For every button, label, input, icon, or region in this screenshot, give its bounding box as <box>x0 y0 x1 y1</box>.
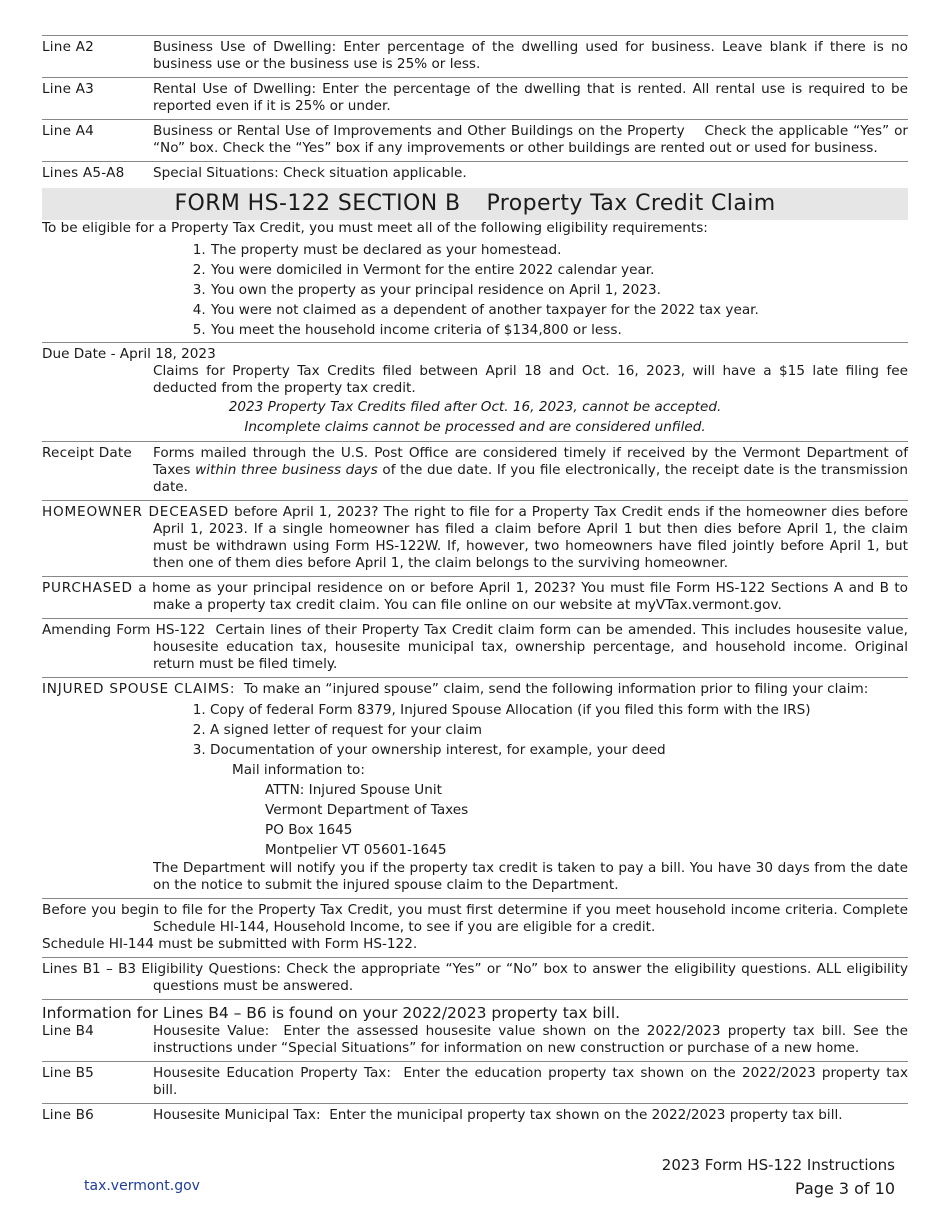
incomplete-claims-note: Incomplete claims cannot be processed and are considered unfiled. <box>244 419 706 435</box>
line-title: Housesite Municipal Tax: <box>153 1107 321 1123</box>
injured-closing: The Department will notify you if the property tax credit is taken to pay a bill. You have 30 days from the date on the notice to submit the injured spouse claim to the Department. <box>153 860 908 893</box>
line-text: Enter percentage of the dwelling used for business. Leave blank if there is no business use or the business use is 25% or less. <box>153 39 908 72</box>
injured-lead: INJURED SPOUSE CLAIMS: <box>42 681 236 697</box>
line-title: Housesite Education Property Tax: <box>153 1065 391 1081</box>
late-filing-note: 2023 Property Tax Credits filed after Oct. 16, 2023, cannot be accepted. <box>228 399 722 415</box>
requirement-item: 4. You were not claimed as a dependent of another taxpayer for the 2022 tax year. <box>210 300 908 320</box>
deceased-lead: HOMEOWNER DECEASED <box>42 504 230 520</box>
line-a2-row <box>42 35 908 77</box>
before-text: Before you begin to file for the Property Tax Credit, you must first determine if you meet household income criteria. Complete Schedule HI-144, Household Income, to see if you are eligible for a credit. <box>42 902 908 935</box>
requirement-item: 2. You were domiciled in Vermont for the entire 2022 calendar year. <box>210 260 908 280</box>
receipt-emphasis: within three business days <box>195 462 378 478</box>
receipt-date-label: Receipt Date <box>42 445 132 461</box>
line-title: Housesite Value: <box>153 1023 270 1039</box>
section-b-banner <box>42 188 908 220</box>
before-you-begin-block <box>42 898 908 957</box>
receipt-date-row <box>42 441 908 500</box>
injured-spouse-block <box>42 677 908 898</box>
requirement-item: 3. You own the property as your principal residence on April 1, 2023. <box>210 280 908 300</box>
line-label: Line A4 <box>42 123 94 139</box>
amending-lead: Amending Form HS-122 <box>42 622 206 638</box>
eligibility-requirements <box>42 240 908 340</box>
line-label: Line B6 <box>42 1107 95 1123</box>
injured-item: 3. Documentation of your ownership interest, for example, your deed <box>210 740 908 760</box>
footer-form-title: 2023 Form HS-122 Instructions <box>661 1156 895 1174</box>
line-a4-row <box>42 119 908 161</box>
info-b4-b6-block <box>42 999 908 1061</box>
banner-form-title: FORM HS-122 SECTION B <box>174 191 461 216</box>
website-link[interactable]: tax.vermont.gov <box>84 1178 200 1194</box>
deceased-text: before April 1, 2023? The right to file for a Property Tax Credit ends if the homeowner dies before April 1, 2023. If a single homeowner has filed a claim before April 1 but then dies before April 1, the claim must be withdrawn using Form HS-122W. If, however, two homeowners have filed jointly before April 1, but then one of them dies before April 1, the claim belongs to the surviving homeowner. <box>153 504 908 571</box>
address-line: PO Box 1645 <box>265 822 353 838</box>
line-text: Check situation applicable. <box>283 165 467 181</box>
purchased-text: a home as your principal residence on or before April 1, 2023? You must file Form HS-122 Sections A and B to make a property tax credit claim. You can file online on our website at myVTax.vermont.gov. <box>138 580 908 613</box>
page-content <box>42 35 908 1128</box>
due-date-text: Claims for Property Tax Credits filed between April 18 and Oct. 16, 2023, will have a $15 late filing fee deducted from the property tax credit. <box>153 363 908 396</box>
address-line: ATTN: Injured Spouse Unit <box>265 782 442 798</box>
info-b4-b6: Information for Lines B4 – B6 is found on your 2022/2023 property tax bill. <box>42 1004 621 1022</box>
line-b5-row <box>42 1061 908 1103</box>
line-title: Rental Use of Dwelling: <box>153 81 317 97</box>
purchased-lead: PURCHASED <box>42 580 133 596</box>
line-text: Enter the percentage of the dwelling that is rented. All rental use is required to be reported even if it is 25% or under. <box>153 81 908 114</box>
injured-spouse-list <box>42 700 908 760</box>
eligibility-questions-block <box>42 957 908 999</box>
amending-block <box>42 618 908 677</box>
line-title: Business Use of Dwelling: <box>153 39 337 55</box>
mail-label: Mail information to: <box>232 762 365 778</box>
line-text: Enter the municipal property tax shown on the 2022/2023 property tax bill. <box>329 1107 843 1123</box>
line-b6-row <box>42 1103 908 1128</box>
banner-claim-title: Property Tax Credit Claim <box>486 191 776 216</box>
purchased-block <box>42 576 908 618</box>
eligibility-text: Check the appropriate “Yes” or “No” box to answer the eligibility questions. ALL eligibility questions must be answered. <box>153 961 908 994</box>
line-label: Line B5 <box>42 1065 95 1081</box>
line-label: Lines A5-A8 <box>42 165 125 181</box>
receipt-text-end: of the due date. If you file electronically, the receipt date is the transmission date. <box>153 462 909 495</box>
line-label: Line A2 <box>42 39 94 55</box>
line-text: Enter the assessed housesite value shown on the 2022/2023 property tax bill. See the instructions under “Special Situations” for information on new construction or purchase of a new home. <box>153 1023 908 1056</box>
injured-item: 1. Copy of federal Form 8379, Injured Spouse Allocation (if you filed this form with the IRS) <box>210 700 908 720</box>
eligibility-lead: Lines B1 – B3 Eligibility Questions: <box>42 961 281 977</box>
homeowner-deceased-block <box>42 500 908 576</box>
address-line: Montpelier VT 05601-1645 <box>265 842 447 858</box>
injured-text: To make an “injured spouse” claim, send the following information prior to filing your claim: <box>243 681 869 697</box>
line-a3-row <box>42 77 908 119</box>
address-line: Vermont Department of Taxes <box>265 802 469 818</box>
line-b4-row <box>42 1023 908 1057</box>
line-title: Special Situations: <box>153 165 279 181</box>
injured-item: 2. A signed letter of request for your claim <box>210 720 908 740</box>
due-date-heading: Due Date - April 18, 2023 <box>42 346 216 362</box>
page-number: Page 3 of 10 <box>795 1179 895 1198</box>
schedule-note: Schedule HI-144 must be submitted with Form HS-122. <box>42 936 418 952</box>
due-date-block <box>42 342 908 441</box>
receipt-text: Forms mailed through the U.S. Post Office are considered timely if received by the Vermont Department of Taxes <box>153 445 908 478</box>
requirement-item: 1. The property must be declared as your homestead. <box>210 240 908 260</box>
line-label: Line B4 <box>42 1023 95 1039</box>
line-text: Enter the education property tax shown on the 2022/2023 property tax bill. <box>153 1065 908 1098</box>
page-footer <box>662 1154 895 1200</box>
eligibility-intro: To be eligible for a Property Tax Credit, you must meet all of the following eligibility requirements: <box>42 220 708 236</box>
line-text: Check the applicable “Yes” or “No” box. Check the “Yes” box if any improvements or other buildings are rented out or used for business. <box>153 123 908 156</box>
lines-a5-a8-row <box>42 161 908 186</box>
amending-text: Certain lines of their Property Tax Credit claim form can be amended. This includes housesite value, housesite education tax, housesite municipal tax, ownership percentage, and household income. Original return must be filed timely. <box>153 622 908 672</box>
line-title: Business or Rental Use of Improvements and Other Buildings on the Property <box>153 123 685 139</box>
line-label: Line A3 <box>42 81 94 97</box>
requirement-item: 5. You meet the household income criteria of $134,800 or less. <box>210 320 908 340</box>
